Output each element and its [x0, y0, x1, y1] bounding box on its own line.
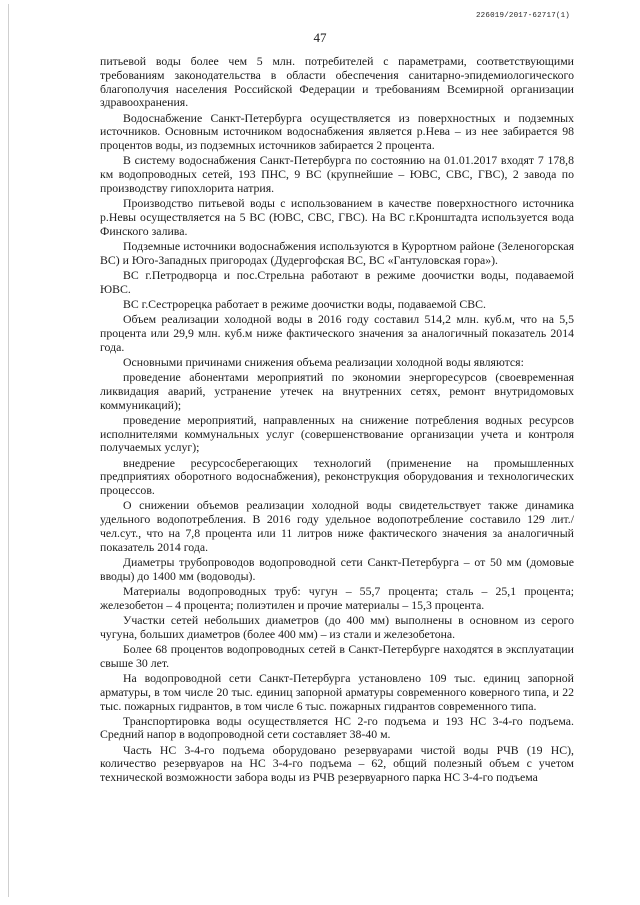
- paragraph: Часть НС 3-4-го подъема оборудовано резервуарами чистой воды РЧВ (19 НС), количество резервуаров на НС 3-4-го подъема – 62, общий полезный объем с учетом технической возможности забора воды из РЧВ резервуарного парка НС 3-4-го подъема: [100, 742, 574, 785]
- document-id: 226019/2017-62717(1): [475, 12, 570, 20]
- paragraph: Участки сетей небольших диаметров (до 400 мм) выполнены в основном из серого чугуна, больших диаметров (более 400 мм) – из стали и железобетона.: [100, 612, 574, 641]
- paragraph: проведение мероприятий, направленных на снижение потребления водных ресурсов исполнителями коммунальных услуг (совершенствование организации учета и контроля получаемых услуг);: [100, 412, 574, 455]
- paragraph: Более 68 процентов водопроводных сетей в Санкт-Петербурге находятся в эксплуатации свыше 30 лет.: [100, 641, 574, 670]
- paragraph: Диаметры трубопроводов водопроводной сети Санкт-Петербурга – от 50 мм (домовые вводы) до 1400 мм (водоводы).: [100, 554, 574, 583]
- paragraph: питьевой воды более чем 5 млн. потребителей с параметрами, соответствующими требованиям законодательства в области обеспечения санитарно-эпидемиологического благополучия населения Российской Федерации и требованиям Всемирной организации здравоохранения.: [100, 54, 574, 110]
- paragraph: Основными причинами снижения объема реализации холодной воды являются:: [123, 354, 524, 369]
- document-body: [100, 55, 574, 786]
- paragraph: На водопроводной сети Санкт-Петербурга установлено 109 тыс. единиц запорной арматуры, в том числе 20 тыс. единиц запорной арматуры современного коверного типа, и 22 тыс. пожарных гидрантов, в том числе 6 тыс. пожарных гидрантов современного типа.: [100, 670, 574, 713]
- page-number: 47: [313, 30, 327, 45]
- paragraph: Производство питьевой воды с использованием в качестве поверхностного источника р.Невы осуществляется на 5 ВС (ЮВС, СВС, ГВС). На ВС г.Кронштадта используется вода Финского залива.: [100, 196, 574, 238]
- paragraph: В систему водоснабжения Санкт-Петербурга по состоянию на 01.01.2017 входят 7 178,8 км водопроводных сетей, 193 ПНС, 9 ВС (крупнейшие – ЮВС, СВС, ГВС), 2 завода по производству гипохлорита натрия.: [100, 153, 574, 195]
- paragraph: Транспортировка воды осуществляется НС 2-го подъема и 193 НС 3-4-го подъема. Средний напор в водопроводной сети составляет 38-40 м.: [100, 713, 574, 742]
- paragraph: О снижении объемов реализации холодной воды свидетельствует также динамика удельного водопотребления. В 2016 году удельное водопотребление составило 129 лит./чел.сут., что на 7,8 процента или 11 литров ниже фактического значения за аналогичный показатель 2014 года.: [100, 498, 574, 554]
- paragraph: Водоснабжение Санкт-Петербурга осуществляется из поверхностных и подземных источников. Основным источником водоснабжения является р.Нева – из нее забирается 98 процентов воды, из подземных источников забирается 2 процента.: [100, 110, 574, 153]
- paragraph: Объем реализации холодной воды в 2016 году составил 514,2 млн. куб.м, что на 5,5 процента или 29,9 млн. куб.м ниже фактического значения за аналогичный показатель 2014 года.: [100, 312, 574, 354]
- paragraph: ВС г.Петродворца и пос.Стрельна работают в режиме доочистки воды, подаваемой ЮВС.: [100, 267, 574, 296]
- paragraph: проведение абонентами мероприятий по экономии энергоресурсов (своевременная ликвидация аварий, устранение утечек на внутренних сетях, ремонт внутридомовых коммуникаций);: [100, 370, 574, 412]
- paragraph: ВС г.Сестрорецка работает в режиме доочистки воды, подаваемой СВС.: [123, 296, 486, 311]
- paragraph: Материалы водопроводных труб: чугун – 55,7 процента; сталь – 25,1 процента; железобетон – 4 процента; полиэтилен и прочие материалы – 15,3 процента.: [100, 583, 574, 612]
- paragraph: Подземные источники водоснабжения используются в Курортном районе (Зеленогорская ВС) и Юго-Западных пригородах (Дудергофская ВС, ВС «Гантуловская гора»).: [100, 238, 574, 267]
- paragraph: внедрение ресурсосберегающих технологий (применение на промышленных предприятиях оборотного водоснабжения), реконструкция оборудования и технологических процессов.: [100, 455, 574, 498]
- page-edge: [8, 4, 9, 897]
